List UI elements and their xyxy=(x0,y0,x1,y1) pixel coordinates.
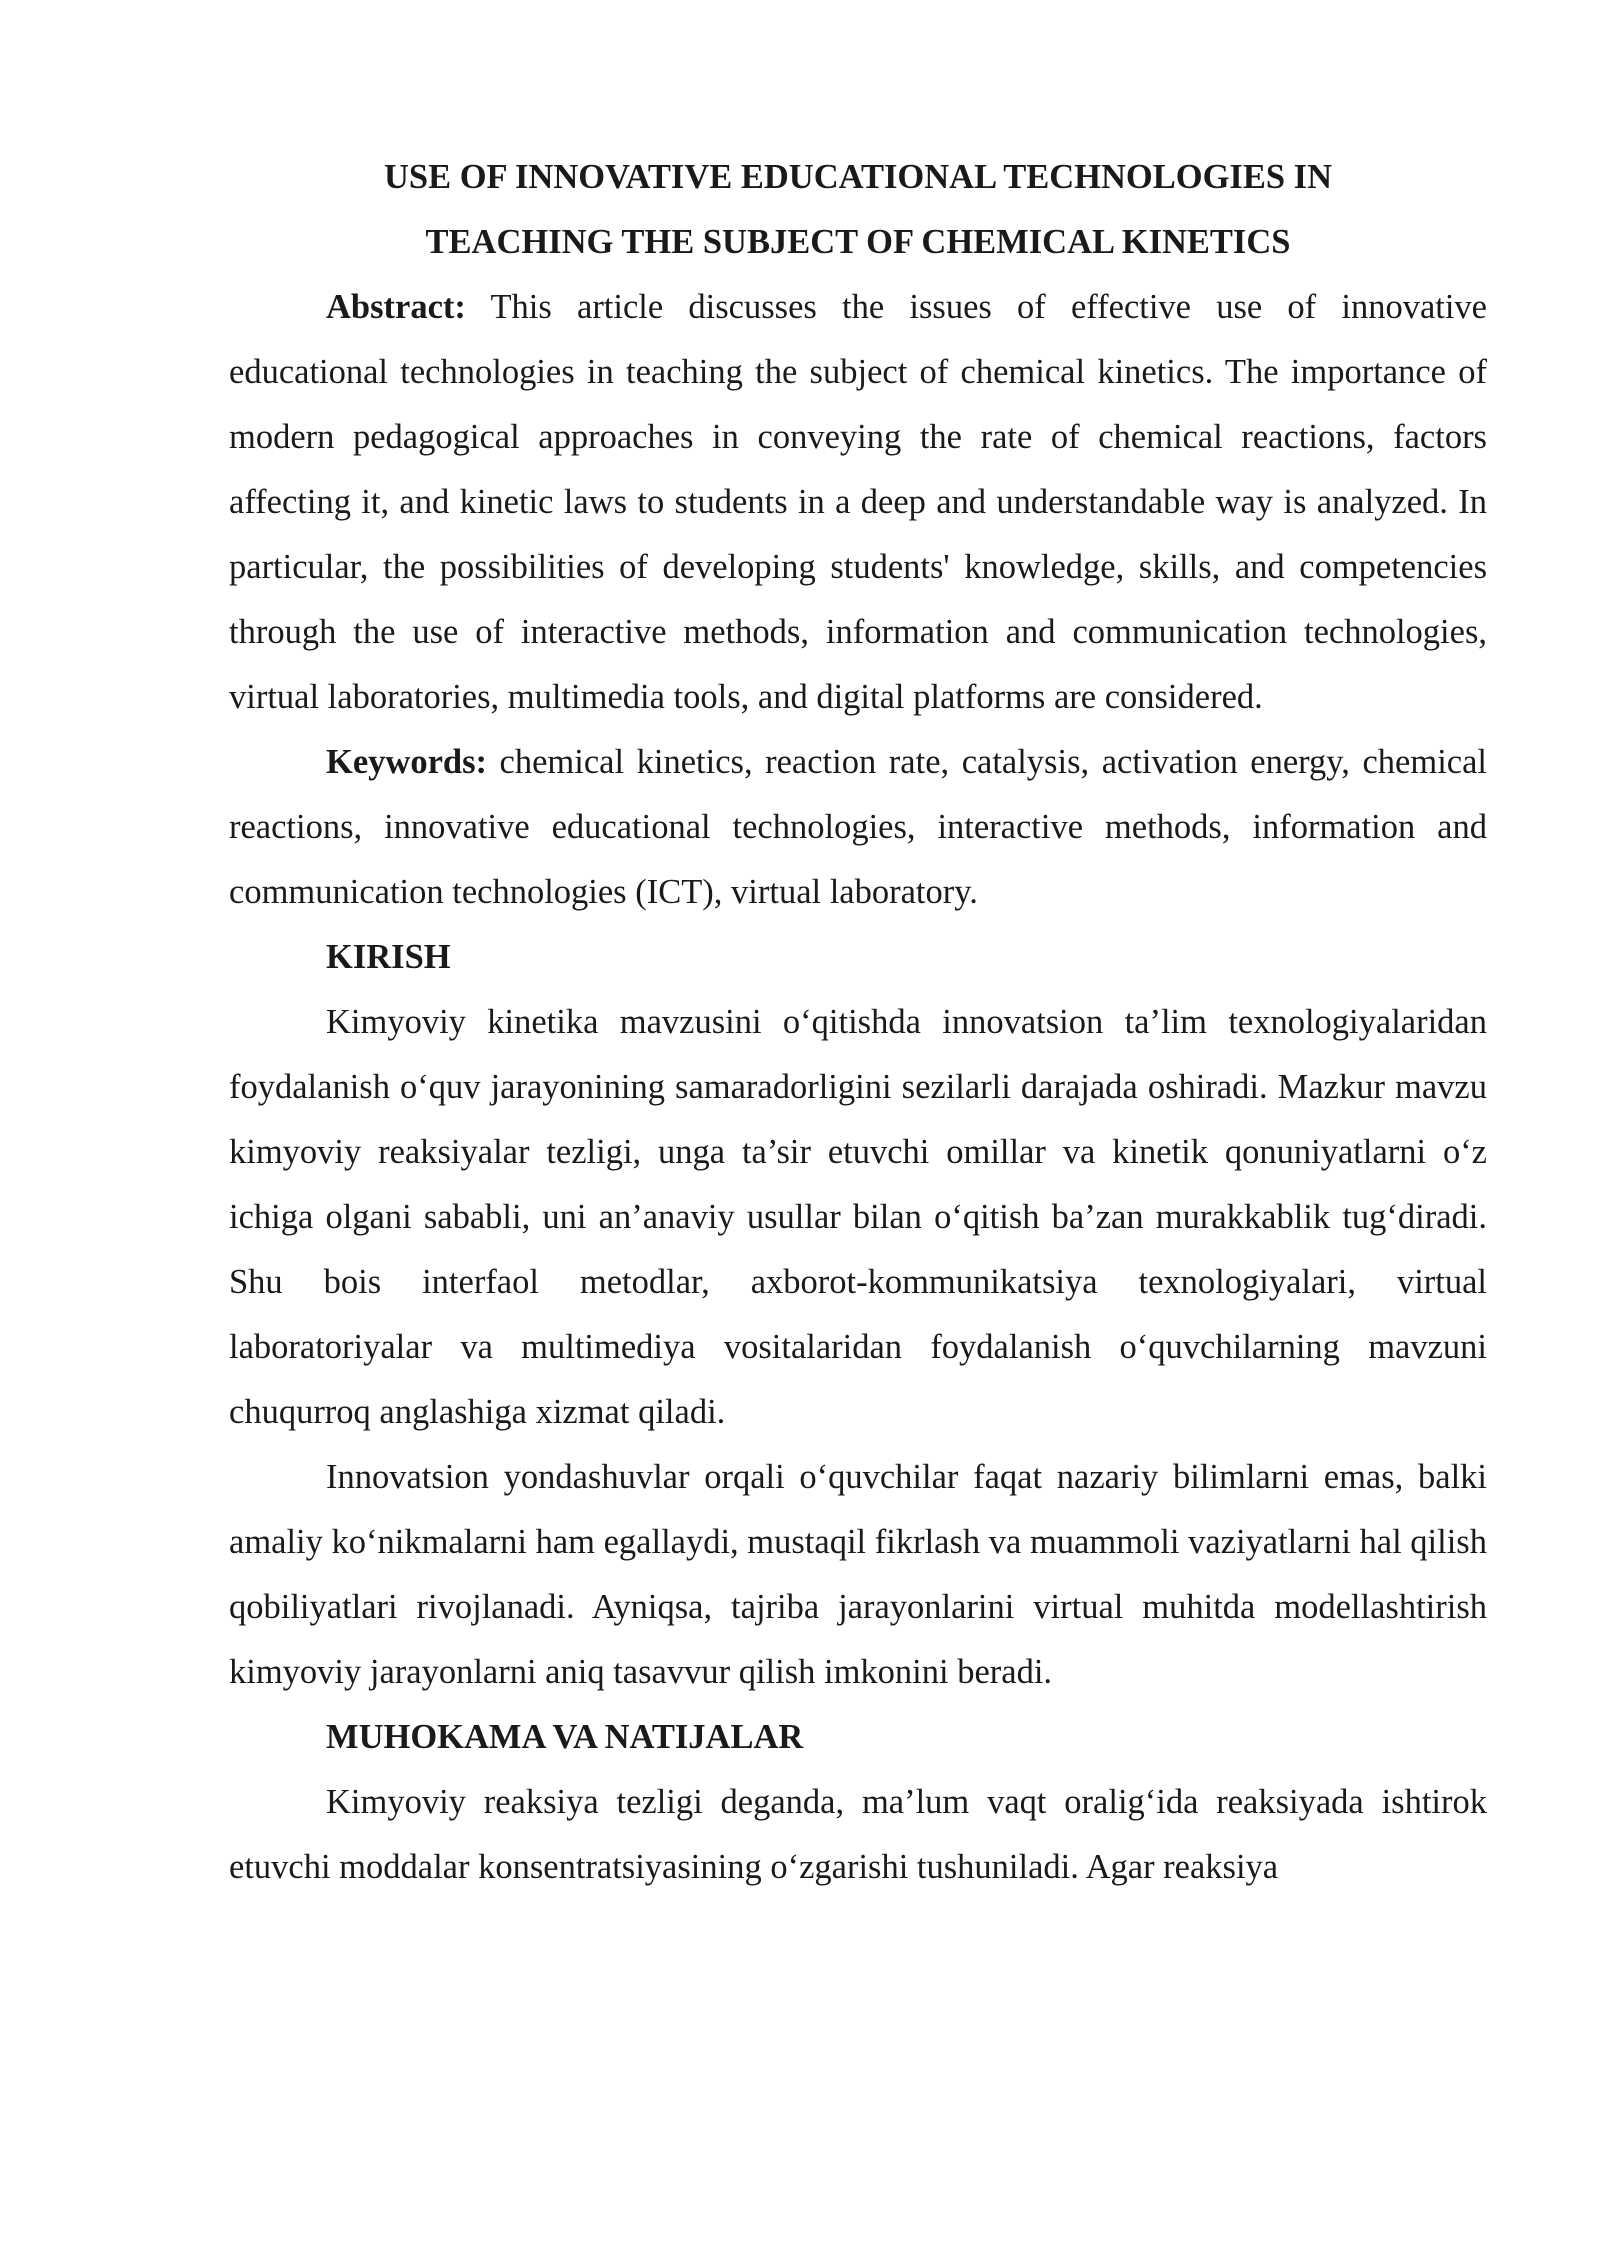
abstract-paragraph xyxy=(229,275,1487,730)
discussion-paragraph-1: Kimyoviy reaksiya tezligi deganda, ma’lum vaqt oralig‘ida reaksiyada ishtirok etuvchi moddalar konsentratsiyasining o‘zgarishi tushuniladi. Agar reaksiya xyxy=(229,1783,1487,1886)
section-heading-kirish: KIRISH xyxy=(326,938,451,976)
paper-title-line-2: TEACHING THE SUBJECT OF CHEMICAL KINETICS xyxy=(425,223,1291,261)
keywords-text: chemical kinetics, reaction rate, catalysis, activation energy, chemical reactions, innovative educational technologies, interactive methods, information and communication technologies (ICT), virtual laboratory. xyxy=(229,743,1487,911)
paper-title-line-1: USE OF INNOVATIVE EDUCATIONAL TECHNOLOGIES IN xyxy=(383,158,1332,196)
keywords-label: Keywords: xyxy=(326,743,487,781)
document-page xyxy=(229,145,1487,1900)
abstract-label: Abstract: xyxy=(326,288,466,326)
abstract-text: This article discusses the issues of effective use of innovative educational technologies in teaching the subject of chemical kinetics. The importance of modern pedagogical approaches in conveying the rate of chemical reactions, factors affecting it, and kinetic laws to students in a deep and understandable way is analyzed. In particular, the possibilities of developing students' knowledge, skills, and competencies through the use of interactive methods, information and communication technologies, virtual laboratories, multimedia tools, and digital platforms are considered. xyxy=(229,288,1487,716)
intro-paragraph-1: Kimyoviy kinetika mavzusini o‘qitishda innovatsion ta’lim texnologiyalaridan foydalanish o‘quv jarayonining samaradorligini sezilarli darajada oshiradi. Mazkur mavzu kimyoviy reaksiyalar tezligi, unga ta’sir etuvchi omillar va kinetik qonuniyatlarni o‘z ichiga olgani sababli, uni an’anaviy usullar bilan o‘qitish ba’zan murakkablik tug‘diradi. Shu bois interfaol metodlar, axborot-kommunikatsiya texnologiyalari, virtual laboratoriyalar va multimediya vositalaridan foydalanish o‘quvchilarning mavzuni chuqurroq anglashiga xizmat qiladi. xyxy=(229,1003,1487,1431)
keywords-paragraph xyxy=(229,730,1487,925)
section-heading-muhokama: MUHOKAMA VA NATIJALAR xyxy=(326,1718,804,1756)
intro-paragraph-2: Innovatsion yondashuvlar orqali o‘quvchilar faqat nazariy bilimlarni emas, balki amaliy ko‘nikmalarni ham egallaydi, mustaqil fikrlash va muammoli vaziyatlarni hal qilish qobiliyatlari rivojlanadi. Ayniqsa, tajriba jarayonlarini virtual muhitda modellashtirish kimyoviy jarayonlarni aniq tasavvur qilish imkonini beradi. xyxy=(229,1458,1487,1691)
